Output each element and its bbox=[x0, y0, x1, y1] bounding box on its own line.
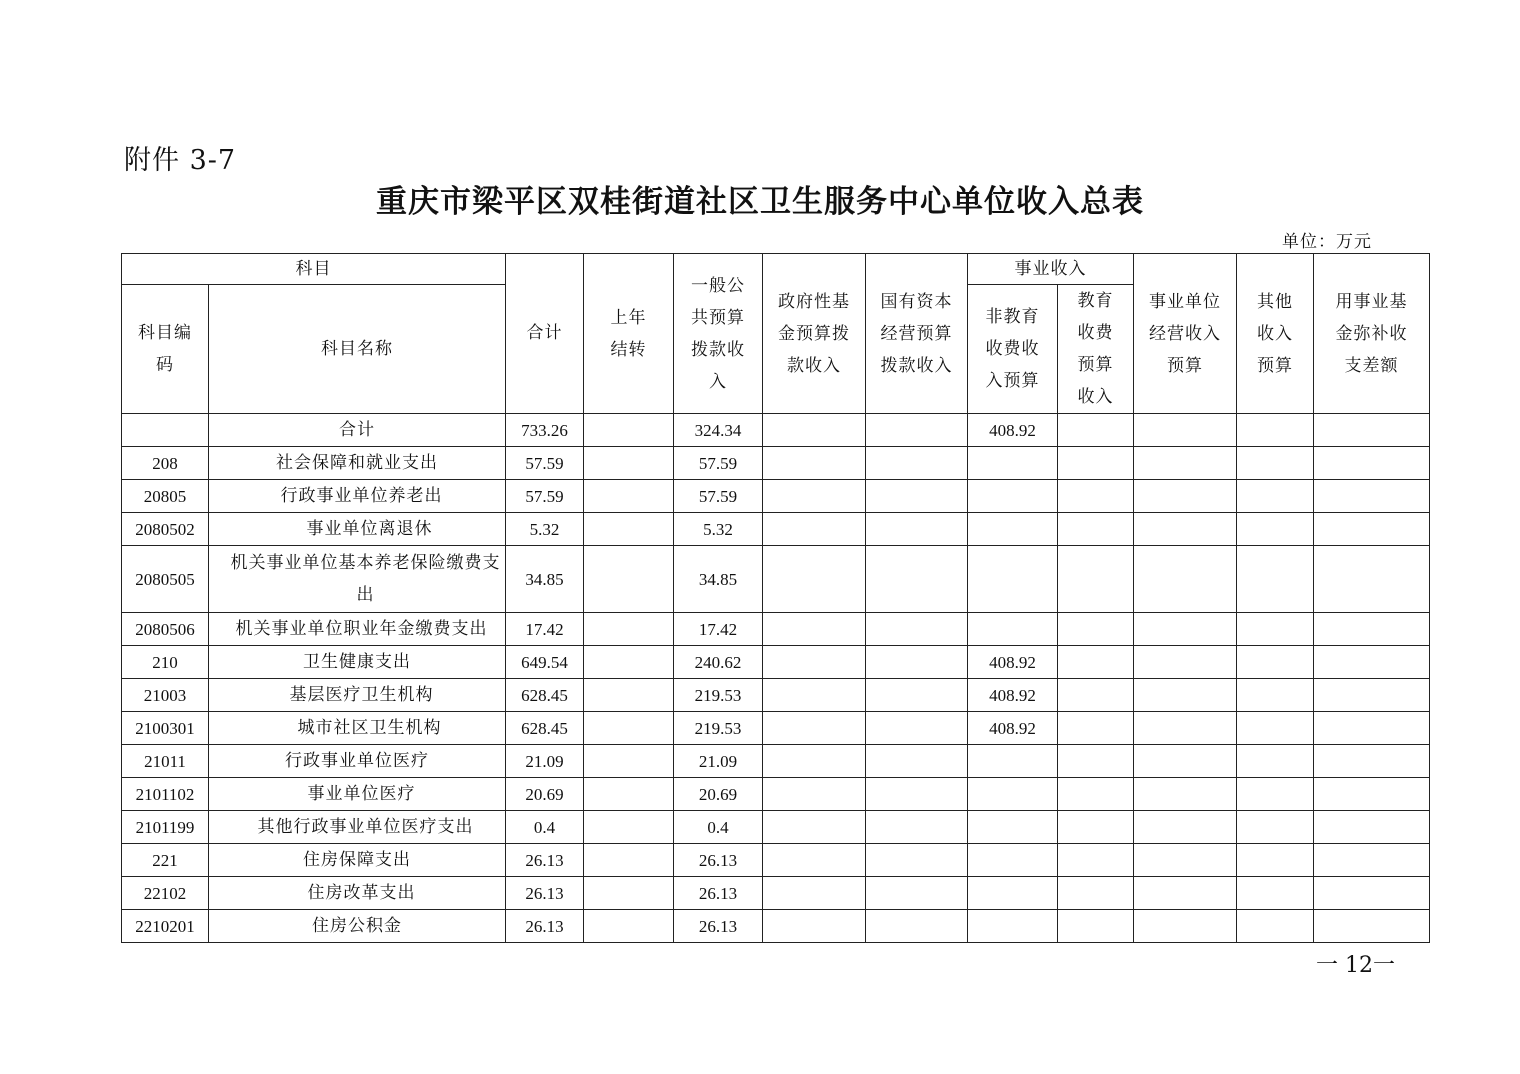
cell-edu bbox=[1058, 877, 1134, 910]
cell-carryover bbox=[584, 679, 674, 712]
cell-code: 210 bbox=[122, 646, 209, 679]
cell-fund bbox=[763, 745, 866, 778]
cell-fund bbox=[763, 811, 866, 844]
cell-total: 733.26 bbox=[506, 414, 584, 447]
cell-state bbox=[866, 811, 968, 844]
cell-carryover bbox=[584, 546, 674, 613]
cell-carryover bbox=[584, 447, 674, 480]
cell-non-edu bbox=[968, 480, 1058, 513]
cell-other bbox=[1237, 546, 1314, 613]
cell-edu bbox=[1058, 778, 1134, 811]
cell-operating bbox=[1134, 679, 1237, 712]
cell-operating bbox=[1134, 910, 1237, 943]
cell-fund bbox=[763, 414, 866, 447]
cell-edu bbox=[1058, 546, 1134, 613]
cell-name: 事业单位医疗 bbox=[209, 778, 506, 811]
cell-name: 住房公积金 bbox=[209, 910, 506, 943]
cell-carryover bbox=[584, 712, 674, 745]
cell-code: 21011 bbox=[122, 745, 209, 778]
cell-operating bbox=[1134, 646, 1237, 679]
cell-edu bbox=[1058, 679, 1134, 712]
cell-fund bbox=[763, 877, 866, 910]
cell-total: 628.45 bbox=[506, 712, 584, 745]
cell-total: 26.13 bbox=[506, 910, 584, 943]
cell-code: 2080502 bbox=[122, 513, 209, 546]
cell-general: 5.32 bbox=[674, 513, 763, 546]
cell-name: 其他行政事业单位医疗支出 bbox=[209, 811, 506, 844]
cell-code: 22102 bbox=[122, 877, 209, 910]
table-row bbox=[122, 877, 1430, 910]
cell-carryover bbox=[584, 844, 674, 877]
cell-state bbox=[866, 414, 968, 447]
cell-general: 240.62 bbox=[674, 646, 763, 679]
cell-non-edu bbox=[968, 778, 1058, 811]
cell-edu bbox=[1058, 811, 1134, 844]
cell-non-edu bbox=[968, 811, 1058, 844]
cell-offset bbox=[1314, 613, 1430, 646]
cell-total: 57.59 bbox=[506, 480, 584, 513]
cell-total: 26.13 bbox=[506, 844, 584, 877]
cell-other bbox=[1237, 778, 1314, 811]
cell-non-edu bbox=[968, 447, 1058, 480]
cell-offset bbox=[1314, 447, 1430, 480]
cell-code: 2100301 bbox=[122, 712, 209, 745]
cell-edu bbox=[1058, 712, 1134, 745]
cell-non-edu bbox=[968, 877, 1058, 910]
cell-name: 卫生健康支出 bbox=[209, 646, 506, 679]
cell-state bbox=[866, 910, 968, 943]
cell-carryover bbox=[584, 778, 674, 811]
cell-total: 57.59 bbox=[506, 447, 584, 480]
cell-state bbox=[866, 447, 968, 480]
header-business-group: 事业收入 bbox=[968, 254, 1134, 285]
cell-state bbox=[866, 712, 968, 745]
cell-carryover bbox=[584, 613, 674, 646]
cell-other bbox=[1237, 646, 1314, 679]
cell-non-edu bbox=[968, 910, 1058, 943]
table-row bbox=[122, 546, 1430, 613]
cell-general: 26.13 bbox=[674, 844, 763, 877]
cell-operating bbox=[1134, 811, 1237, 844]
cell-fund bbox=[763, 513, 866, 546]
table-row bbox=[122, 778, 1430, 811]
table-row bbox=[122, 646, 1430, 679]
cell-operating bbox=[1134, 844, 1237, 877]
table-row bbox=[122, 844, 1430, 877]
cell-edu bbox=[1058, 910, 1134, 943]
cell-total: 628.45 bbox=[506, 679, 584, 712]
cell-other bbox=[1237, 811, 1314, 844]
header-subject-group: 科目 bbox=[122, 254, 506, 285]
cell-edu bbox=[1058, 613, 1134, 646]
cell-state bbox=[866, 546, 968, 613]
cell-non-edu bbox=[968, 745, 1058, 778]
cell-offset bbox=[1314, 745, 1430, 778]
cell-offset bbox=[1314, 910, 1430, 943]
cell-general: 0.4 bbox=[674, 811, 763, 844]
cell-carryover bbox=[584, 745, 674, 778]
table-row bbox=[122, 712, 1430, 745]
cell-offset bbox=[1314, 646, 1430, 679]
cell-code: 2080506 bbox=[122, 613, 209, 646]
cell-state bbox=[866, 844, 968, 877]
cell-fund bbox=[763, 480, 866, 513]
cell-state bbox=[866, 877, 968, 910]
cell-state bbox=[866, 679, 968, 712]
header-total: 合计 bbox=[506, 254, 584, 414]
cell-name: 基层医疗卫生机构 bbox=[209, 679, 506, 712]
cell-total: 649.54 bbox=[506, 646, 584, 679]
cell-operating bbox=[1134, 745, 1237, 778]
cell-fund bbox=[763, 546, 866, 613]
cell-fund bbox=[763, 910, 866, 943]
cell-general: 34.85 bbox=[674, 546, 763, 613]
header-other: 其他收入预算 bbox=[1237, 254, 1314, 414]
cell-general: 17.42 bbox=[674, 613, 763, 646]
header-edu-fee: 教育收费预算收入 bbox=[1058, 285, 1134, 414]
cell-edu bbox=[1058, 480, 1134, 513]
cell-state bbox=[866, 613, 968, 646]
header-carryover: 上年结转 bbox=[584, 254, 674, 414]
cell-code: 208 bbox=[122, 447, 209, 480]
cell-other bbox=[1237, 712, 1314, 745]
cell-operating bbox=[1134, 712, 1237, 745]
cell-state bbox=[866, 513, 968, 546]
cell-operating bbox=[1134, 513, 1237, 546]
cell-carryover bbox=[584, 811, 674, 844]
cell-non-edu: 408.92 bbox=[968, 712, 1058, 745]
cell-carryover bbox=[584, 877, 674, 910]
cell-fund bbox=[763, 712, 866, 745]
cell-other bbox=[1237, 679, 1314, 712]
cell-offset bbox=[1314, 546, 1430, 613]
cell-general: 57.59 bbox=[674, 447, 763, 480]
cell-operating bbox=[1134, 447, 1237, 480]
cell-edu bbox=[1058, 513, 1134, 546]
cell-operating bbox=[1134, 414, 1237, 447]
cell-code: 21003 bbox=[122, 679, 209, 712]
cell-code: 2080505 bbox=[122, 546, 209, 613]
cell-total: 5.32 bbox=[506, 513, 584, 546]
cell-name: 行政事业单位医疗 bbox=[209, 745, 506, 778]
cell-total: 20.69 bbox=[506, 778, 584, 811]
cell-offset bbox=[1314, 778, 1430, 811]
cell-total: 34.85 bbox=[506, 546, 584, 613]
cell-edu bbox=[1058, 646, 1134, 679]
header-fund-offset: 用事业基金弥补收支差额 bbox=[1314, 254, 1430, 414]
cell-carryover bbox=[584, 513, 674, 546]
cell-fund bbox=[763, 679, 866, 712]
cell-total: 17.42 bbox=[506, 613, 584, 646]
cell-state bbox=[866, 646, 968, 679]
attachment-label: 附件 3-7 bbox=[124, 145, 237, 176]
cell-offset bbox=[1314, 844, 1430, 877]
cell-non-edu bbox=[968, 613, 1058, 646]
cell-other bbox=[1237, 513, 1314, 546]
cell-fund bbox=[763, 447, 866, 480]
cell-name: 住房改革支出 bbox=[209, 877, 506, 910]
income-summary-table bbox=[121, 253, 1430, 943]
cell-code: 221 bbox=[122, 844, 209, 877]
cell-carryover bbox=[584, 646, 674, 679]
cell-operating bbox=[1134, 877, 1237, 910]
cell-state bbox=[866, 480, 968, 513]
header-code: 科目编码 bbox=[122, 285, 209, 414]
page-title: 重庆市梁平区双桂街道社区卫生服务中心单位收入总表 bbox=[376, 184, 1144, 220]
header-name: 科目名称 bbox=[209, 285, 506, 414]
table-row bbox=[122, 513, 1430, 546]
cell-offset bbox=[1314, 480, 1430, 513]
cell-offset bbox=[1314, 877, 1430, 910]
cell-name: 城市社区卫生机构 bbox=[209, 712, 506, 745]
cell-other bbox=[1237, 613, 1314, 646]
cell-edu bbox=[1058, 447, 1134, 480]
table-row bbox=[122, 910, 1430, 943]
unit-label: 单位：万元 bbox=[1282, 232, 1372, 252]
cell-other bbox=[1237, 480, 1314, 513]
cell-non-edu bbox=[968, 546, 1058, 613]
cell-other bbox=[1237, 447, 1314, 480]
header-general-budget: 一般公共预算拨款收入 bbox=[674, 254, 763, 414]
cell-total: 26.13 bbox=[506, 877, 584, 910]
cell-general: 21.09 bbox=[674, 745, 763, 778]
cell-name: 机关事业单位基本养老保险缴费支出 bbox=[209, 546, 506, 613]
cell-non-edu: 408.92 bbox=[968, 414, 1058, 447]
cell-fund bbox=[763, 646, 866, 679]
cell-offset bbox=[1314, 811, 1430, 844]
table-row bbox=[122, 447, 1430, 480]
cell-non-edu: 408.92 bbox=[968, 646, 1058, 679]
cell-edu bbox=[1058, 844, 1134, 877]
cell-name: 事业单位离退休 bbox=[209, 513, 506, 546]
cell-offset bbox=[1314, 712, 1430, 745]
cell-total: 21.09 bbox=[506, 745, 584, 778]
header-non-edu-fee: 非教育收费收入预算 bbox=[968, 285, 1058, 414]
table-row bbox=[122, 811, 1430, 844]
cell-operating bbox=[1134, 778, 1237, 811]
cell-name: 住房保障支出 bbox=[209, 844, 506, 877]
page-number: 一 12一 bbox=[1316, 953, 1395, 978]
cell-non-edu: 408.92 bbox=[968, 679, 1058, 712]
header-fund-budget: 政府性基金预算拨款收入 bbox=[763, 254, 866, 414]
table-row bbox=[122, 480, 1430, 513]
cell-offset bbox=[1314, 679, 1430, 712]
cell-code: 2101102 bbox=[122, 778, 209, 811]
cell-general: 219.53 bbox=[674, 679, 763, 712]
table-row bbox=[122, 613, 1430, 646]
cell-carryover bbox=[584, 910, 674, 943]
cell-carryover bbox=[584, 414, 674, 447]
cell-operating bbox=[1134, 546, 1237, 613]
cell-general: 324.34 bbox=[674, 414, 763, 447]
cell-other bbox=[1237, 877, 1314, 910]
cell-operating bbox=[1134, 613, 1237, 646]
cell-fund bbox=[763, 844, 866, 877]
cell-edu bbox=[1058, 414, 1134, 447]
cell-other bbox=[1237, 910, 1314, 943]
cell-general: 26.13 bbox=[674, 877, 763, 910]
cell-name: 社会保障和就业支出 bbox=[209, 447, 506, 480]
cell-state bbox=[866, 778, 968, 811]
header-state-capital: 国有资本经营预算拨款收入 bbox=[866, 254, 968, 414]
cell-fund bbox=[763, 613, 866, 646]
cell-name: 行政事业单位养老出 bbox=[209, 480, 506, 513]
cell-carryover bbox=[584, 480, 674, 513]
cell-code: 2101199 bbox=[122, 811, 209, 844]
cell-offset bbox=[1314, 513, 1430, 546]
cell-non-edu bbox=[968, 844, 1058, 877]
cell-offset bbox=[1314, 414, 1430, 447]
header-operating: 事业单位经营收入预算 bbox=[1134, 254, 1237, 414]
cell-other bbox=[1237, 745, 1314, 778]
table-row bbox=[122, 745, 1430, 778]
cell-fund bbox=[763, 778, 866, 811]
cell-total: 0.4 bbox=[506, 811, 584, 844]
cell-general: 57.59 bbox=[674, 480, 763, 513]
table-row bbox=[122, 414, 1430, 447]
cell-state bbox=[866, 745, 968, 778]
cell-other bbox=[1237, 844, 1314, 877]
cell-edu bbox=[1058, 745, 1134, 778]
cell-code bbox=[122, 414, 209, 447]
table-row bbox=[122, 679, 1430, 712]
cell-general: 26.13 bbox=[674, 910, 763, 943]
cell-code: 20805 bbox=[122, 480, 209, 513]
cell-name: 机关事业单位职业年金缴费支出 bbox=[209, 613, 506, 646]
cell-general: 20.69 bbox=[674, 778, 763, 811]
cell-operating bbox=[1134, 480, 1237, 513]
cell-code: 2210201 bbox=[122, 910, 209, 943]
cell-other bbox=[1237, 414, 1314, 447]
cell-general: 219.53 bbox=[674, 712, 763, 745]
cell-non-edu bbox=[968, 513, 1058, 546]
cell-name: 合计 bbox=[209, 414, 506, 447]
